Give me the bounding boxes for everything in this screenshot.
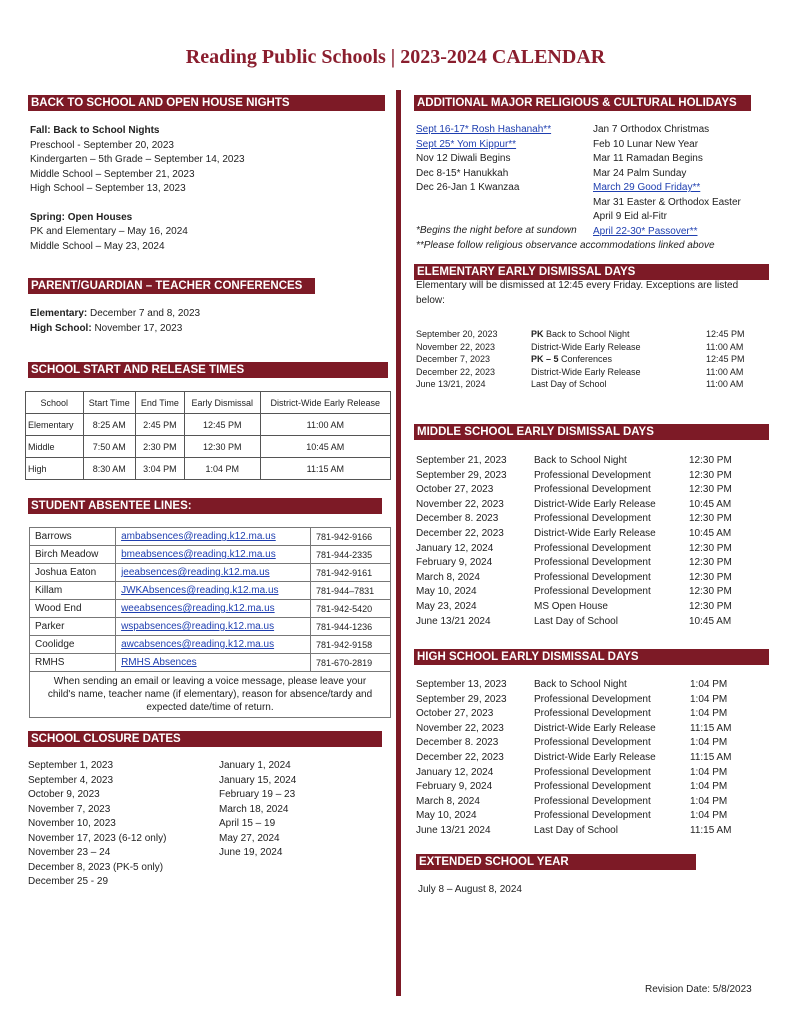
elementary-time: 12:45 PM — [706, 329, 745, 339]
holiday-item: Feb 10 Lunar New Year — [593, 138, 699, 150]
high-early-event: District-Wide Early Release — [534, 751, 656, 763]
absentee-phone: 781-942-9158 — [311, 636, 391, 654]
high-early-time: 1:04 PM — [690, 781, 728, 793]
spring-list — [30, 225, 245, 254]
middle-early-event: Professional Development — [534, 542, 651, 554]
fall-item: Preschool - September 20, 2023 — [30, 139, 174, 151]
elementary-date: September 20, 2023 — [416, 329, 498, 339]
times-cell: 1:04 PM — [184, 458, 260, 480]
start-release-header: SCHOOL START AND RELEASE TIMES — [28, 362, 388, 378]
holiday-item: Jan 7 Orthodox Christmas — [593, 124, 710, 135]
absentee-email-cell — [116, 618, 311, 636]
middle-early-time: 12:30 PM — [689, 571, 732, 583]
absentee-email-cell — [116, 528, 311, 546]
elementary-event-text: District-Wide Early Release — [531, 366, 641, 377]
holidays-footnote-1: *Begins the night before at sundown — [416, 225, 577, 236]
middle-early-date: June 13/21 2024 — [416, 615, 491, 627]
holiday-item: Mar 31 Easter & Orthodox Easter — [593, 196, 741, 208]
closure-date: January 1, 2024 — [219, 760, 291, 771]
middle-early-list — [416, 454, 749, 629]
closure-date: November 7, 2023 — [28, 803, 111, 815]
times-column-header: Start Time — [83, 392, 135, 414]
extended-value: July 8 – August 8, 2024 — [418, 884, 522, 895]
absentee-phone: 781-944-2335 — [311, 546, 391, 564]
high-early-event: Last Day of School — [534, 824, 618, 836]
elementary-time: 12:45 PM — [706, 354, 745, 365]
elementary-event — [531, 353, 706, 366]
extended-header: EXTENDED SCHOOL YEAR — [416, 854, 696, 870]
times-cell: 2:45 PM — [135, 414, 184, 436]
times-cell: 10:45 AM — [260, 436, 390, 458]
closure-date: January 15, 2024 — [219, 774, 297, 786]
back-to-school-section — [30, 124, 245, 254]
elementary-event — [531, 328, 706, 341]
high-early-time: 11:15 AM — [690, 751, 732, 763]
elementary-early-intro: Elementary will be dismissed at 12:45 every Friday. Exceptions are listed below: — [416, 280, 739, 306]
conf-high-label: High School: — [30, 322, 92, 334]
elementary-time: 11:00 AM — [706, 341, 744, 352]
times-cell: 8:25 AM — [83, 414, 135, 436]
conferences-header: PARENT/GUARDIAN – TEACHER CONFERENCES — [28, 278, 315, 294]
high-early-time: 1:04 PM — [690, 693, 728, 705]
middle-early-time: 12:30 PM — [689, 455, 732, 466]
high-early-time: 11:15 AM — [690, 722, 732, 734]
absentee-email-link[interactable]: JWKAbsences@reading.k12.ma.us — [121, 585, 279, 596]
holidays-footnote-2: **Please follow religious observance accommodations linked above — [416, 239, 715, 251]
absentee-phone: 781-942-5420 — [311, 600, 391, 618]
column-divider — [396, 90, 401, 996]
times-row — [26, 458, 391, 480]
middle-early-event: District-Wide Early Release — [534, 527, 656, 539]
holiday-link[interactable]: Sept 25* Yom Kippur** — [416, 138, 517, 150]
middle-early-date: May 23, 2024 — [416, 600, 477, 612]
times-row — [26, 414, 391, 436]
spring-heading: Spring: Open Houses — [30, 211, 133, 223]
middle-early-date: February 9, 2024 — [416, 557, 493, 569]
holiday-link[interactable]: April 22-30* Passover** — [593, 225, 698, 237]
holiday-link[interactable]: Sept 16-17* Rosh Hashanah** — [416, 124, 552, 135]
middle-early-date: May 10, 2024 — [416, 586, 477, 598]
absentee-school: RMHS — [30, 654, 116, 672]
elementary-event-text: District-Wide Early Release — [531, 341, 641, 352]
times-cell: 12:45 PM — [184, 414, 260, 436]
absentee-email-cell — [116, 546, 311, 564]
absentee-school: Coolidge — [30, 636, 116, 654]
middle-early-event: Last Day of School — [534, 615, 618, 627]
elementary-early-list — [416, 328, 766, 391]
high-early-time: 1:04 PM — [690, 679, 728, 690]
absentee-header: STUDENT ABSENTEE LINES: — [28, 498, 382, 514]
holiday-item: Mar 24 Palm Sunday — [593, 167, 687, 179]
times-cell: 11:00 AM — [260, 414, 390, 436]
middle-early-event: Professional Development — [534, 513, 651, 525]
times-row — [26, 436, 391, 458]
high-early-header: HIGH SCHOOL EARLY DISMISSAL DAYS — [414, 649, 769, 665]
elementary-event-text: Conferences — [558, 354, 613, 365]
holiday-item: Mar 11 Ramadan Begins — [593, 153, 703, 164]
times-column-header: End Time — [135, 392, 184, 414]
closure-date: June 19, 2024 — [219, 847, 283, 858]
high-early-time: 1:04 PM — [690, 810, 728, 822]
revision-date: Revision Date: 5/8/2023 — [645, 984, 752, 995]
high-early-event: Professional Development — [534, 781, 651, 793]
holidays-left — [416, 123, 551, 196]
conferences-section — [30, 307, 200, 336]
times-column-header: Early Dismissal — [184, 392, 260, 414]
middle-early-event: Professional Development — [534, 586, 651, 598]
holiday-item: April 9 Eid al-Fitr — [593, 211, 667, 222]
absentee-school: Birch Meadow — [30, 546, 116, 564]
closure-date: November 23 – 24 — [28, 847, 111, 858]
times-column-header: School — [26, 392, 84, 414]
elementary-early-header: ELEMENTARY EARLY DISMISSAL DAYS — [414, 264, 769, 280]
middle-early-date: January 12, 2024 — [416, 542, 494, 554]
high-early-time: 1:04 PM — [690, 708, 728, 720]
spring-item: PK and Elementary – May 16, 2024 — [30, 226, 188, 237]
absentee-email-cell — [116, 564, 311, 582]
middle-early-date: March 8, 2024 — [416, 571, 480, 583]
high-early-date: March 8, 2024 — [416, 795, 480, 807]
middle-early-event: Back to School Night — [534, 455, 627, 466]
absentee-email-link[interactable]: wspabsences@reading.k12.ma.us — [121, 621, 275, 632]
closures-left — [28, 759, 166, 890]
absentee-school: Joshua Eaton — [30, 564, 116, 582]
absentee-row — [30, 564, 391, 582]
closure-date: February 19 – 23 — [219, 789, 296, 800]
absentee-row — [30, 600, 391, 618]
holiday-item: Dec 26-Jan 1 Kwanzaa — [416, 182, 520, 193]
high-early-event: Professional Development — [534, 708, 651, 720]
high-early-date: May 10, 2024 — [416, 810, 477, 822]
elementary-event-text: Last Day of School — [531, 379, 607, 390]
middle-early-event: District-Wide Early Release — [534, 498, 656, 510]
middle-early-event: Professional Development — [534, 469, 651, 481]
middle-early-event: Professional Development — [534, 557, 651, 569]
fall-item: Middle School – September 21, 2023 — [30, 168, 195, 180]
high-early-time: 1:04 PM — [690, 795, 728, 807]
start-release-head — [26, 392, 391, 414]
high-early-event: Professional Development — [534, 795, 651, 807]
times-cell: 2:30 PM — [135, 436, 184, 458]
absentee-email-cell — [116, 654, 311, 672]
high-early-event: Professional Development — [534, 737, 651, 749]
high-early-date: January 12, 2024 — [416, 766, 494, 778]
page-title: Reading Public Schools | 2023-2024 CALENDAR — [185, 46, 606, 68]
absentee-email-cell — [116, 582, 311, 600]
middle-early-time: 10:45 AM — [689, 498, 732, 510]
start-release-table — [25, 391, 391, 480]
high-early-event: Back to School Night — [534, 679, 627, 690]
high-early-time: 1:04 PM — [690, 737, 728, 749]
back-to-school-header: BACK TO SCHOOL AND OPEN HOUSE NIGHTS — [28, 95, 385, 111]
fall-heading: Fall: Back to School Nights — [30, 125, 160, 136]
high-early-date: September 13, 2023 — [416, 679, 507, 690]
closure-date: November 10, 2023 — [28, 818, 116, 829]
high-early-date: November 22, 2023 — [416, 722, 504, 734]
high-early-event: Professional Development — [534, 693, 651, 705]
elementary-date: December 7, 2023 — [416, 354, 491, 365]
absentee-row — [30, 582, 391, 600]
middle-early-time: 12:30 PM — [689, 484, 732, 496]
times-cell: 11:15 AM — [260, 458, 390, 480]
absentee-row — [30, 618, 391, 636]
times-cell: High — [26, 458, 84, 480]
holidays-header: ADDITIONAL MAJOR RELIGIOUS & CULTURAL HOLIDAYS — [414, 95, 751, 111]
absentee-phone: 781-942-9161 — [311, 564, 391, 582]
times-cell: 12:30 PM — [184, 436, 260, 458]
middle-early-time: 10:45 AM — [689, 527, 732, 539]
high-early-list — [416, 678, 750, 839]
closure-date: March 18, 2024 — [219, 803, 289, 815]
elementary-date: December 22, 2023 — [416, 366, 496, 377]
elementary-event — [531, 341, 706, 354]
times-cell: 3:04 PM — [135, 458, 184, 480]
closure-date: May 27, 2024 — [219, 832, 280, 844]
absentee-email-cell — [116, 636, 311, 654]
middle-early-date: September 21, 2023 — [416, 455, 507, 466]
high-early-date: September 29, 2023 — [416, 693, 507, 705]
elementary-time: 11:00 AM — [706, 379, 744, 390]
middle-early-date: December 22, 2023 — [416, 527, 504, 539]
times-cell: 8:30 AM — [83, 458, 135, 480]
absentee-school: Wood End — [30, 600, 116, 618]
middle-early-time: 12:30 PM — [689, 586, 732, 598]
elementary-event — [531, 378, 706, 391]
elementary-event — [531, 366, 706, 379]
absentee-phone: 781-942-9166 — [311, 528, 391, 546]
closure-date: September 1, 2023 — [28, 760, 114, 771]
absentee-email-link[interactable]: awcabsences@reading.k12.ma.us — [121, 639, 275, 650]
high-early-date: December 8. 2023 — [416, 737, 499, 749]
fall-item: High School – September 13, 2023 — [30, 183, 186, 194]
holidays-footnotes — [416, 224, 715, 253]
closure-date: December 25 - 29 — [28, 876, 109, 887]
holiday-link[interactable]: March 29 Good Friday** — [593, 182, 701, 193]
closure-date: September 4, 2023 — [28, 774, 114, 786]
absentee-phone: 781-670-2819 — [311, 654, 391, 672]
absentee-email-link[interactable]: bmeabsences@reading.k12.ma.us — [121, 549, 276, 560]
middle-early-time: 12:30 PM — [689, 513, 732, 525]
fall-item: Kindergarten – 5th Grade – September 14, 2023 — [30, 154, 245, 165]
middle-early-header: MIDDLE SCHOOL EARLY DISMISSAL DAYS — [414, 424, 769, 440]
middle-early-event: MS Open House — [534, 600, 608, 612]
middle-early-date: October 27, 2023 — [416, 484, 494, 496]
holiday-item: Nov 12 Diwali Begins — [416, 153, 511, 164]
high-early-event: District-Wide Early Release — [534, 722, 656, 734]
absentee-phone: 781-944–7831 — [311, 582, 391, 600]
middle-early-time: 12:30 PM — [689, 557, 732, 569]
high-early-date: February 9, 2024 — [416, 781, 493, 793]
closure-date: October 9, 2023 — [28, 789, 100, 800]
closures-header: SCHOOL CLOSURE DATES — [28, 731, 382, 747]
high-early-date: June 13/21 2024 — [416, 824, 491, 836]
elementary-event-grade: PK — [531, 329, 544, 339]
elementary-date: June 13/21, 2024 — [416, 379, 486, 390]
high-early-event: Professional Development — [534, 766, 651, 778]
times-cell: 7:50 AM — [83, 436, 135, 458]
closures-right — [219, 759, 296, 861]
middle-early-event: Professional Development — [534, 484, 651, 496]
conf-elementary-label: Elementary: — [30, 308, 88, 319]
conf-elementary-value: December 7 and 8, 2023 — [87, 308, 201, 319]
absentee-row — [30, 654, 391, 672]
absentee-row — [30, 528, 391, 546]
high-early-date: October 27, 2023 — [416, 708, 494, 720]
times-column-header: District-Wide Early Release — [260, 392, 390, 414]
closure-date: December 8, 2023 (PK-5 only) — [28, 861, 164, 873]
elementary-date: November 22, 2023 — [416, 341, 496, 352]
absentee-note: When sending an email or leaving a voice message, please leave your child's name, teacher name (if elementary), reason for absence/tardy and expected date/time of return. — [30, 672, 391, 718]
absentee-email-link[interactable]: jeeabsences@reading.k12.ma.us — [121, 567, 270, 578]
times-cell: Middle — [26, 436, 84, 458]
absentee-table — [29, 527, 391, 718]
elementary-event-text: Back to School Night — [543, 329, 630, 339]
middle-early-date: November 22, 2023 — [416, 498, 504, 510]
middle-early-date: December 8. 2023 — [416, 513, 499, 525]
high-early-event: Professional Development — [534, 810, 651, 822]
closure-date: April 15 – 19 — [219, 818, 276, 829]
absentee-email-cell — [116, 600, 311, 618]
absentee-school: Parker — [30, 618, 116, 636]
closure-date: November 17, 2023 (6-12 only) — [28, 832, 167, 844]
times-cell: Elementary — [26, 414, 84, 436]
high-early-date: December 22, 2023 — [416, 751, 504, 763]
middle-early-time: 12:30 PM — [689, 542, 732, 554]
high-early-time: 11:15 AM — [690, 824, 732, 836]
middle-early-time: 12:30 PM — [689, 469, 732, 481]
high-early-time: 1:04 PM — [690, 766, 728, 778]
holiday-item: Dec 8-15* Hanukkah — [416, 167, 509, 179]
absentee-email-link[interactable]: ambabsences@reading.k12.ma.us — [121, 531, 276, 542]
absentee-school: Killam — [30, 582, 116, 600]
elementary-time: 11:00 AM — [706, 366, 744, 377]
middle-early-event: Professional Development — [534, 571, 651, 583]
fall-list — [30, 139, 245, 197]
absentee-school: Barrows — [30, 528, 116, 546]
absentee-email-link[interactable]: RMHS Absences — [121, 657, 197, 668]
absentee-email-link[interactable]: weeabsences@reading.k12.ma.us — [121, 603, 275, 614]
absentee-row — [30, 636, 391, 654]
elementary-event-grade: PK – 5 — [531, 354, 559, 365]
middle-early-time: 10:45 AM — [689, 615, 732, 627]
middle-early-time: 12:30 PM — [689, 600, 732, 612]
absentee-row — [30, 546, 391, 564]
middle-early-date: September 29, 2023 — [416, 469, 507, 481]
absentee-phone: 781-944-1236 — [311, 618, 391, 636]
spring-item: Middle School – May 23, 2024 — [30, 240, 165, 252]
holidays-right — [593, 123, 741, 239]
conf-high-value: November 17, 2023 — [91, 322, 183, 334]
